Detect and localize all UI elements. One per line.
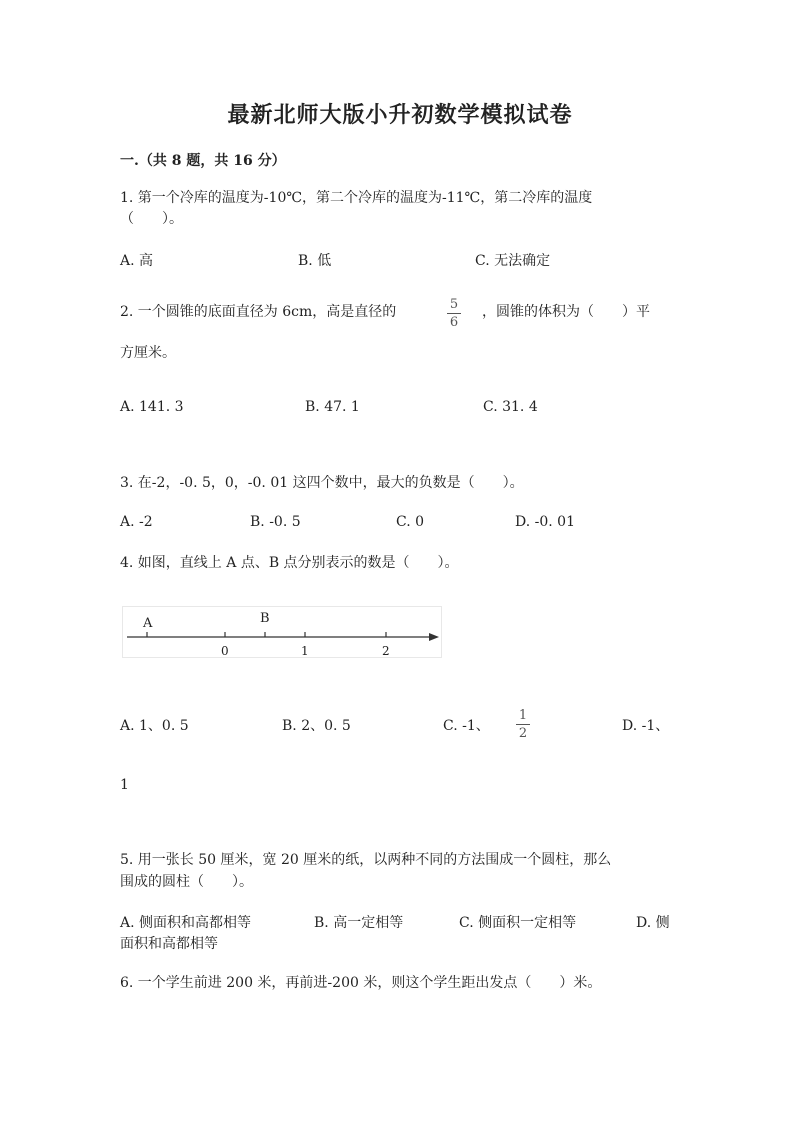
q4-option-a: A. 1、0. 5 [120,718,189,734]
question-5-line-2: 围成的圆柱（ ）。 [120,874,253,890]
q1-option-a: A. 高 [120,253,154,269]
question-2-part-2: ，圆锥的体积为（ ）平 [482,304,650,320]
number-line-figure [122,606,442,658]
q2-fraction [445,297,463,330]
label-tick-1: 1 [301,644,309,657]
arrow-head-icon [429,633,439,641]
q3-option-d: D. -0. 01 [515,514,575,530]
q2-fraction-denominator: 6 [449,315,459,330]
q5-option-d: D. 侧 [636,915,670,931]
q2-fraction-numerator: 5 [449,297,459,312]
page-title: 最新北师大版小升初数学模拟试卷 [227,102,573,128]
q4-option-c: C. -1、 [443,718,490,734]
question-2-part-1: 2. 一个圆锥的底面直径为 6cm，高是直径的 [120,304,397,320]
section-heading: 一.（共 8 题，共 16 分） [120,153,286,169]
label-tick-2: 2 [382,644,390,657]
q4-c-fraction-numerator: 1 [518,708,528,723]
q2-option-b: B. 47. 1 [305,399,360,415]
question-3-text: 3. 在-2，-0. 5，0，-0. 01 这四个数中，最大的负数是（ ）。 [120,475,524,491]
q1-option-b: B. 低 [298,253,332,269]
q3-option-b: B. -0. 5 [250,514,301,530]
question-1-line-1: 1. 第一个冷库的温度为-10℃，第二个冷库的温度为-11℃，第二冷库的温度 [120,190,593,206]
q2-option-c: C. 31. 4 [483,399,538,415]
q5-option-d-continued: 面积和高都相等 [120,936,218,952]
q4-option-d-continued: 1 [120,777,129,793]
q3-option-a: A. -2 [120,514,153,530]
question-2-line-2: 方厘米。 [120,345,176,361]
question-1-line-2: （ ）。 [120,211,183,227]
question-4-text: 4. 如图，直线上 A 点、B 点分别表示的数是（ ）。 [120,555,459,571]
q5-option-b: B. 高一定相等 [314,915,404,931]
q3-option-c: C. 0 [396,514,425,530]
q4-c-fraction [514,708,532,741]
q2-option-a: A. 141. 3 [120,399,184,415]
label-point-b: B [260,611,270,626]
number-line-svg [123,607,441,657]
q4-option-b: B. 2、0. 5 [282,718,351,734]
q5-option-c: C. 侧面积一定相等 [459,915,577,931]
q5-option-a: A. 侧面积和高都相等 [120,915,252,931]
q4-option-d: D. -1、 [622,718,670,734]
question-5-line-1: 5. 用一张长 50 厘米，宽 20 厘米的纸，以两种不同的方法围成一个圆柱，那么 [120,852,612,868]
label-tick-0: 0 [221,644,229,657]
question-6-text: 6. 一个学生前进 200 米，再前进-200 米，则这个学生距出发点（ ）米。 [120,975,602,991]
q1-option-c: C. 无法确定 [475,253,551,269]
label-point-a: A [143,616,153,631]
q4-c-fraction-denominator: 2 [518,726,528,741]
